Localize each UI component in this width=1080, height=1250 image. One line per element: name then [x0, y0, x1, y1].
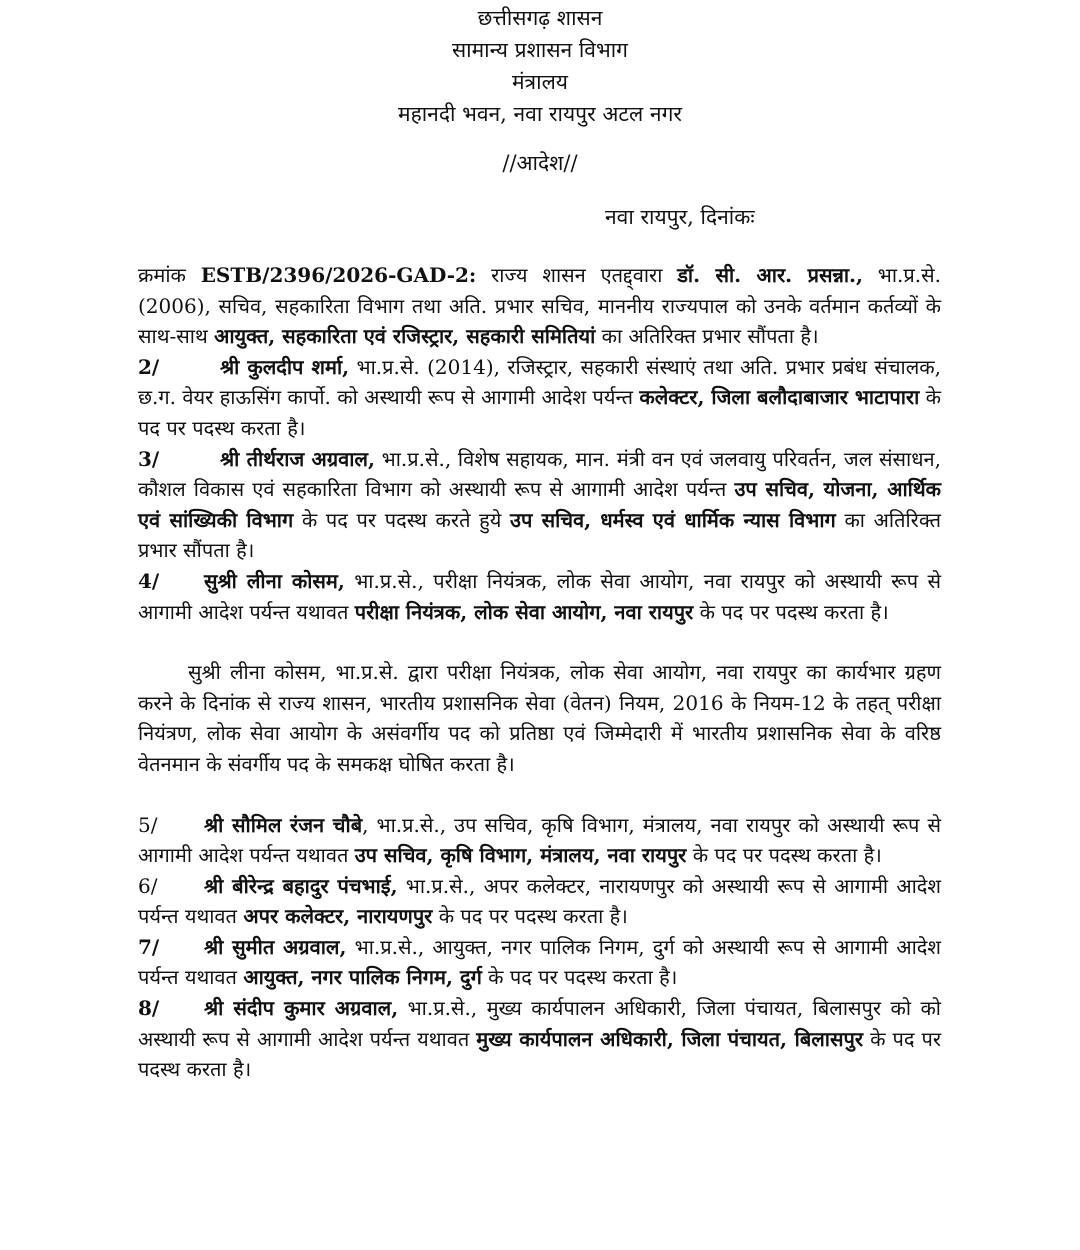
assigned-post: उप सचिव, योजना, आर्थिक एवं सांख्यिकी विभाग: [138, 477, 941, 532]
order-title: //आदेश//: [502, 151, 578, 175]
officer-name: श्री कुलदीप शर्मा,: [220, 354, 350, 379]
text-segment: भा.प्र.से., विशेष सहायक, मान. मंत्री वन एवं जलवायु परिवर्तन, जल संसाधन, कौशल विकास एवं सहकारिता विभाग को अस्थायी रूप से आगामी आदेश पर्यन्त: [138, 446, 941, 502]
order-paragraph-4: [138, 566, 941, 627]
ministry-line: मंत्रालय: [511, 70, 568, 94]
order-paragraph-2: [138, 352, 941, 444]
order-number: ESTB/2396/2026-GAD-2:: [200, 263, 477, 287]
paragraph-number: 6/: [138, 873, 158, 898]
assigned-post: उप सचिव, कृषि विभाग, मंत्रालय, नवा रायपुर: [354, 843, 687, 868]
text-segment: का अतिरिक्त प्रभार सौंपता है।: [138, 507, 941, 563]
order-paragraph-6: [138, 871, 941, 932]
text-segment: भा.प्र.से. (2014), रजिस्ट्रार, सहकारी संस्थाएं तथा अति. प्रभार प्रबंध संचालक, छ.ग. वेयर हाऊसिंग कार्पो. को अस्थायी रूप से आगामी आदेश पर्यन्त: [138, 354, 941, 410]
text-segment: , भा.प्र.से., उप सचिव, कृषि विभाग, मंत्रालय, नवा रायपुर को अस्थायी रूप से आगामी आदेश पर्यन्त यथावत: [138, 812, 941, 868]
assigned-post: अपर कलेक्टर, नारायणपुर: [243, 904, 433, 929]
order-paragraph-1: [138, 260, 941, 352]
paragraph-number: 4/: [138, 568, 160, 593]
address-line: महानदी भवन, नवा रायपुर अटल नगर: [398, 102, 682, 126]
text-segment: के पद पर पदस्थ करते हुये: [293, 507, 511, 532]
paragraph-gap: [138, 627, 941, 657]
additional-charge-post: उप सचिव, धर्मस्व एवं धार्मिक न्यास विभाग: [510, 507, 836, 532]
officer-name: श्री सौमिल रंजन चौबे: [204, 812, 363, 837]
officer-name: सुश्री लीना कोसम,: [204, 568, 345, 593]
officer-name: डॉ. सी. आर. प्रसन्ना.,: [677, 263, 863, 287]
assigned-post: परीक्षा नियंत्रक, लोक सेवा आयोग, नवा रायपुर: [354, 599, 694, 624]
department-line: सामान्य प्रशासन विभाग: [451, 38, 629, 62]
paragraph-number: 3/: [138, 446, 160, 471]
text-segment: भा.प्र.से., मुख्य कार्यपालन अधिकारी, जिला पंचायत, बिलासपुर को को अस्थायी रूप से आगामी आदेश पर्यन्त यथावत: [138, 996, 941, 1051]
paragraph-number: 5/: [138, 812, 158, 837]
paragraph-gap: [138, 780, 941, 810]
order-body: [138, 260, 941, 1085]
paragraph-number: 7/: [138, 934, 160, 959]
text-segment: के पद पर पदस्थ करता है।: [481, 965, 678, 990]
order-paragraph-5: [138, 810, 941, 871]
text-segment: के पद पर पदस्थ करता है।: [432, 904, 628, 929]
text-segment: के पद पर पदस्थ करता है।: [138, 1026, 942, 1082]
officer-name: श्री संदीप कुमार अग्रवाल,: [204, 996, 399, 1021]
assigned-post: आयुक्त, सहकारिता एवं रजिस्ट्रार, सहकारी समितियां: [214, 324, 596, 349]
text-segment: भा.प्र.से., आयुक्त, नगर पालिक निगम, दुर्ग को अस्थायी रूप से आगामी आदेश पर्यन्त यथावत: [138, 934, 941, 990]
order-paragraph-7: [138, 932, 941, 993]
officer-name: श्री बीरेन्द्र बहादुर पंचभाई,: [204, 873, 398, 898]
text-segment: के पद पर पदस्थ करता है।: [686, 843, 882, 868]
order-paragraph-3: [138, 444, 941, 566]
text-segment: के पद पर पदस्थ करता है।: [138, 385, 942, 440]
text-segment: भा.प्र.से., परीक्षा नियंत्रक, लोक सेवा आयोग, नवा रायपुर को अस्थायी रूप से आगामी आदेश पर्यन्त यथावत: [138, 568, 941, 624]
officer-name: श्री तीर्थराज अग्रवाल,: [220, 446, 375, 471]
equivalence-note: सुश्री लीना कोसम, भा.प्र.से. द्वारा परीक्षा नियंत्रक, लोक सेवा आयोग, नवा रायपुर का कार्यभार ग्रहण करने के दिनांक से राज्य शासन, भारतीय प्रशासनिक सेवा (वेतन) नियम, 2016 के नियम-12 के तहत् परीक्षा नियंत्रण, लोक सेवा आयोग के असंवर्गीय पद को प्रतिष्ठा एवं जिम्मेदारी में भारतीय प्रशासनिक सेवा के वरिष्ठ वेतनमान के संवर्गीय पद के समकक्ष घोषित करता है।: [138, 660, 941, 776]
paragraph-number: 2/: [138, 354, 160, 379]
state-government-line: छत्तीसगढ़ शासन: [477, 6, 603, 30]
text-segment: क्रमांक: [138, 263, 201, 287]
officer-name: श्री सुमीत अग्रवाल,: [204, 934, 347, 959]
assigned-post: कलेक्टर, जिला बलौदाबाजार भाटापारा: [639, 385, 920, 410]
paragraph-number: 8/: [138, 996, 160, 1021]
order-paragraph-8: [138, 993, 941, 1085]
text-segment: भा.प्र.से., अपर कलेक्टर, नारायणपुर को अस्थायी रूप से आगामी आदेश पर्यन्त यथावत: [138, 873, 941, 929]
text-segment: के पद पर पदस्थ करता है।: [693, 599, 889, 624]
text-segment: भा.प्र.से. (2006), सचिव, सहकारिता विभाग तथा अति. प्रभार सचिव, माननीय राज्यपाल को उनके वर्तमान कर्तव्यों के साथ-साथ: [138, 263, 942, 349]
text-segment: राज्य शासन एतद्द्वारा: [476, 263, 678, 287]
assigned-post: मुख्य कार्यपालन अधिकारी, जिला पंचायत, बिलासपुर: [476, 1026, 864, 1051]
assigned-post: आयुक्त, नगर पालिक निगम, दुर्ग: [243, 965, 482, 990]
letterhead: [0, 2, 1080, 130]
text-segment: का अतिरिक्त प्रभार सौंपता है।: [595, 324, 819, 349]
place-date-line: नवा रायपुर, दिनांकः: [605, 205, 755, 229]
